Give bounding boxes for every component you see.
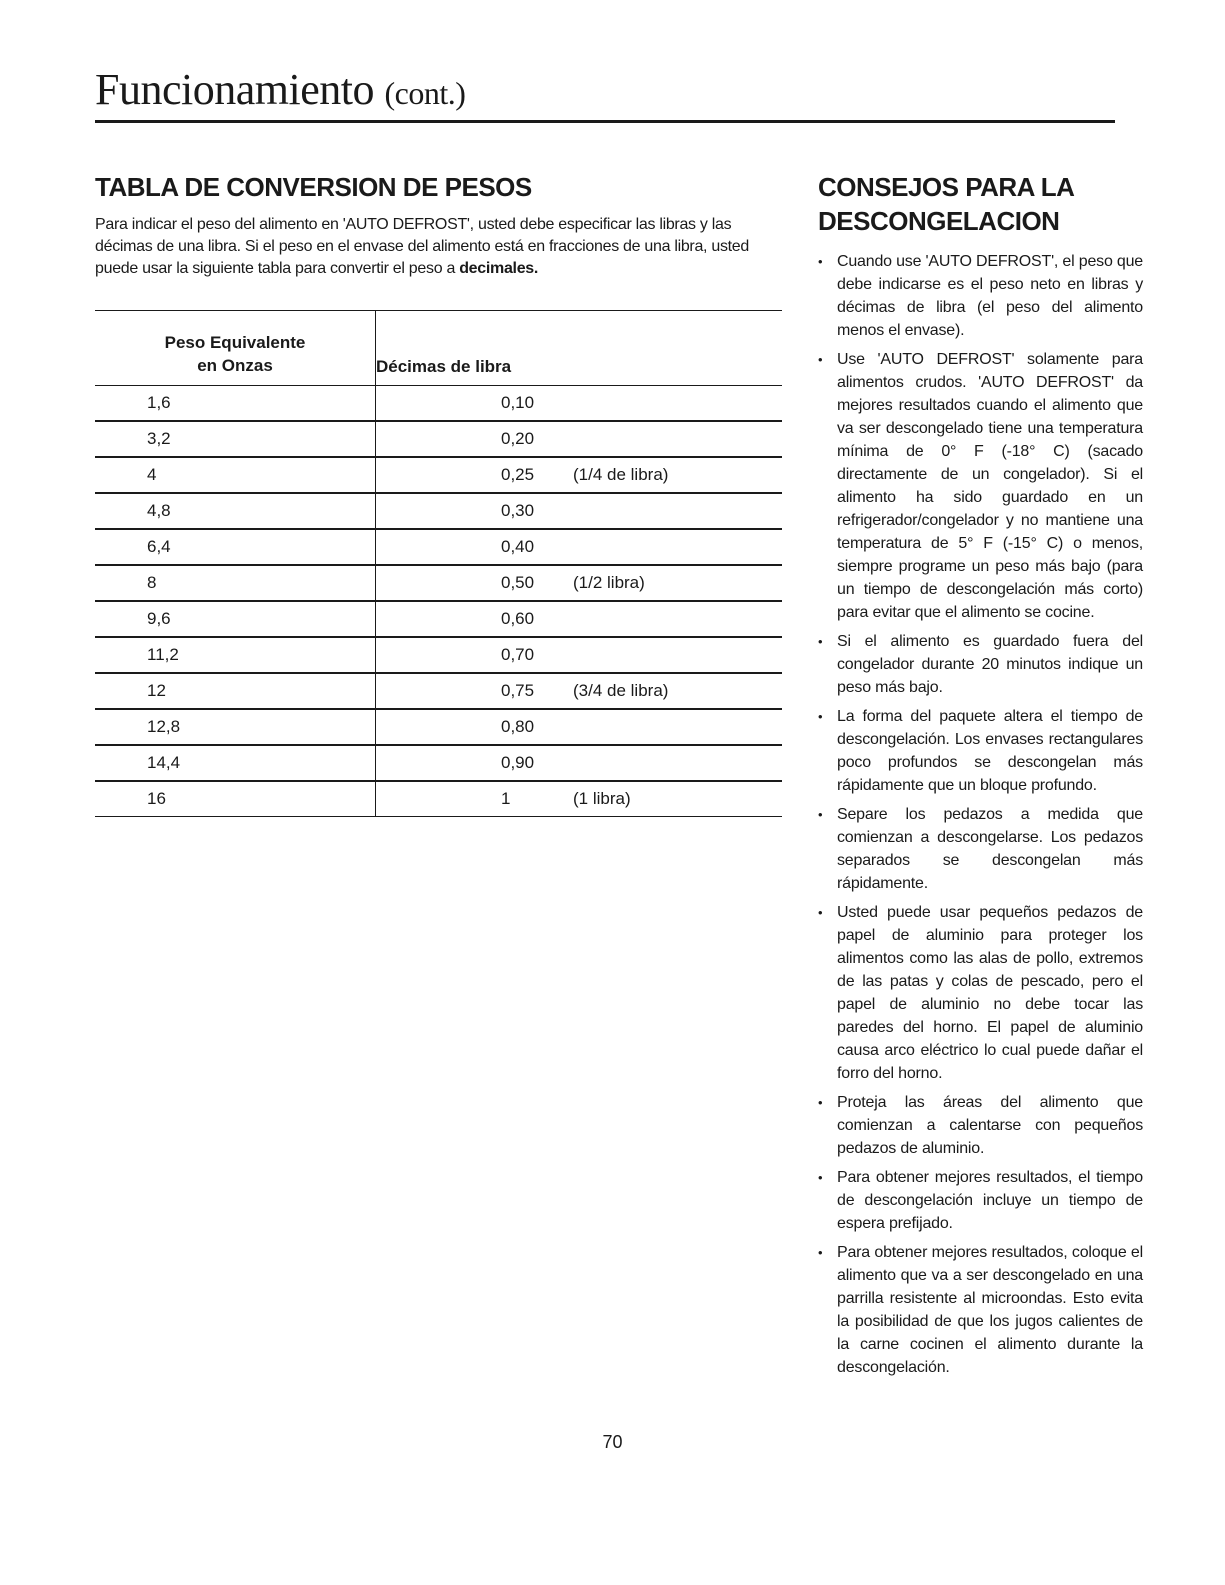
- decimal-cell: [376, 709, 783, 745]
- bullet-icon: •: [818, 905, 823, 920]
- bullet-icon: •: [818, 1170, 823, 1185]
- decimal-value: 0,40: [501, 537, 535, 556]
- decimal-cell: [376, 673, 783, 709]
- decimal-value: 0,25: [501, 465, 535, 484]
- ounces-cell: 16: [95, 781, 376, 817]
- table-row: [95, 781, 782, 817]
- tips-heading-line2: DESCONGELACION: [818, 206, 1060, 236]
- tips-heading: [818, 170, 1143, 238]
- decimal-note: (1/4 de libra): [573, 465, 669, 484]
- list-item: [818, 250, 1143, 342]
- ounces-cell: 6,4: [95, 529, 376, 565]
- decimal-note: (1 libra): [573, 789, 631, 808]
- decimal-value: 1: [501, 789, 511, 808]
- list-item: [818, 901, 1143, 1085]
- decimal-note: (3/4 de libra): [573, 681, 669, 700]
- bullet-icon: •: [818, 807, 823, 822]
- bullet-icon: •: [818, 634, 823, 649]
- col-header-ounces-line2: en Onzas: [197, 356, 273, 375]
- tip-text: Para obtener mejores resultados, coloque el alimento que va a ser descongelado en una parrilla resistente al microondas. Esto evita la posibilidad de que los jugos calientes de la carne cocinen el alimento durante la descongelación.: [837, 1244, 1143, 1376]
- table-row: [95, 565, 782, 601]
- decimal-cell: [376, 745, 783, 781]
- table-row: [95, 601, 782, 637]
- page-number: 70: [602, 1432, 623, 1452]
- decimal-value: 0,75: [501, 681, 535, 700]
- page-title: [95, 65, 466, 114]
- table-header-row: [95, 311, 782, 386]
- ounces-cell: 3,2: [95, 421, 376, 457]
- bullet-icon: •: [818, 709, 823, 724]
- decimal-cell: [376, 637, 783, 673]
- list-item: [818, 1241, 1143, 1379]
- tips-list: [818, 250, 1143, 1379]
- table-row: [95, 745, 782, 781]
- decimal-cell: [376, 601, 783, 637]
- tips-heading-line1: CONSEJOS PARA LA: [818, 172, 1075, 202]
- list-item: [818, 803, 1143, 895]
- table-row: [95, 709, 782, 745]
- decimal-value: 0,80: [501, 717, 535, 736]
- table-row: [95, 529, 782, 565]
- bullet-icon: •: [818, 1095, 823, 1110]
- table-row: [95, 457, 782, 493]
- decimal-cell: [376, 386, 783, 422]
- table-row: [95, 421, 782, 457]
- decimal-cell: [376, 529, 783, 565]
- list-item: [818, 705, 1143, 797]
- decimal-cell: [376, 781, 783, 817]
- conversion-intro: [95, 214, 785, 280]
- list-item: [818, 1091, 1143, 1160]
- tip-text: Use 'AUTO DEFROST' solamente para alimentos crudos. 'AUTO DEFROST' da mejores resultados cuando el alimento que va ser descongelado tiene una temperatura mínima de 0° F (-18° C) (sacado directamente de un congelador). Si el alimento ha sido guardado en un refrigerador/congelador y no mantiene una temperatura de 5° F (-15° C) o menos, siempre programe un peso más bajo (para un tiempo de descongelación más corto) para evitar que el alimento se cocine.: [837, 351, 1143, 621]
- ounces-cell: 1,6: [95, 386, 376, 422]
- list-item: [818, 348, 1143, 624]
- decimal-value: 0,30: [501, 501, 535, 520]
- table-row: [95, 493, 782, 529]
- decimal-value: 0,10: [501, 393, 535, 412]
- decimal-value: 0,90: [501, 753, 535, 772]
- page-title-main: Funcionamiento: [95, 65, 374, 114]
- ounces-cell: 12: [95, 673, 376, 709]
- decimal-value: 0,70: [501, 645, 535, 664]
- tip-text: Para obtener mejores resultados, el tiempo de descongelación incluye un tiempo de espera prefijado.: [837, 1169, 1143, 1232]
- ounces-cell: 9,6: [95, 601, 376, 637]
- decimal-value: 0,60: [501, 609, 535, 628]
- ounces-cell: 4: [95, 457, 376, 493]
- decimal-note: (1/2 libra): [573, 573, 645, 592]
- table-row: [95, 673, 782, 709]
- conversion-intro-bold: decimales.: [459, 260, 539, 277]
- conversion-table: [95, 310, 782, 817]
- decimal-cell: [376, 493, 783, 529]
- decimal-value: 0,20: [501, 429, 535, 448]
- ounces-cell: 8: [95, 565, 376, 601]
- tip-text: Separe los pedazos a medida que comienzan a descongelarse. Los pedazos separados se descongelan más rápidamente.: [837, 806, 1143, 892]
- page-title-suffix: (cont.): [384, 75, 466, 111]
- table-row: [95, 637, 782, 673]
- conversion-heading: TABLA DE CONVERSION DE PESOS: [95, 172, 532, 202]
- bullet-icon: •: [818, 1245, 823, 1260]
- table-row: [95, 386, 782, 422]
- decimal-cell: [376, 421, 783, 457]
- conversion-intro-text: Para indicar el peso del alimento en 'AUTO DEFROST', usted debe especificar las libras y las décimas de una libra. Si el peso en el envase del alimento está en fracciones de una libra, usted puede usar la siguiente tabla para convertir el peso a: [95, 216, 749, 277]
- decimal-cell: [376, 565, 783, 601]
- tip-text: Cuando use 'AUTO DEFROST', el peso que debe indicarse es el peso neto en libras y décimas de libra (el peso del alimento menos el envase).: [837, 253, 1143, 339]
- tip-text: Proteja las áreas del alimento que comienzan a calentarse con pequeños pedazos de aluminio.: [837, 1094, 1143, 1157]
- ounces-cell: 4,8: [95, 493, 376, 529]
- list-item: [818, 630, 1143, 699]
- tips-section: [818, 170, 1143, 1385]
- ounces-cell: 12,8: [95, 709, 376, 745]
- list-item: [818, 1166, 1143, 1235]
- col-header-decimals: Décimas de libra: [376, 311, 783, 386]
- col-header-ounces: [95, 311, 376, 386]
- conversion-section: [95, 170, 785, 808]
- col-header-ounces-line1: Peso Equivalente: [164, 333, 306, 352]
- conversion-table-body: [95, 386, 782, 817]
- page-header: [95, 60, 1115, 123]
- ounces-cell: 14,4: [95, 745, 376, 781]
- bullet-icon: •: [818, 254, 823, 269]
- decimal-cell: [376, 457, 783, 493]
- decimal-value: 0,50: [501, 573, 535, 592]
- tip-text: La forma del paquete altera el tiempo de descongelación. Los envases rectangulares poco profundos se descongelan más rápidamente que un bloque profundo.: [837, 708, 1143, 794]
- bullet-icon: •: [818, 352, 823, 367]
- tip-text: Si el alimento es guardado fuera del congelador durante 20 minutos indique un peso más bajo.: [837, 633, 1143, 696]
- ounces-cell: 11,2: [95, 637, 376, 673]
- tip-text: Usted puede usar pequeños pedazos de papel de aluminio para proteger los alimentos como las alas de pollo, extremos de las patas y colas de pescado, pero el papel de aluminio no debe tocar las paredes del horno. El papel de aluminio causa arco eléctrico lo cual puede dañar el forro del horno.: [837, 904, 1143, 1082]
